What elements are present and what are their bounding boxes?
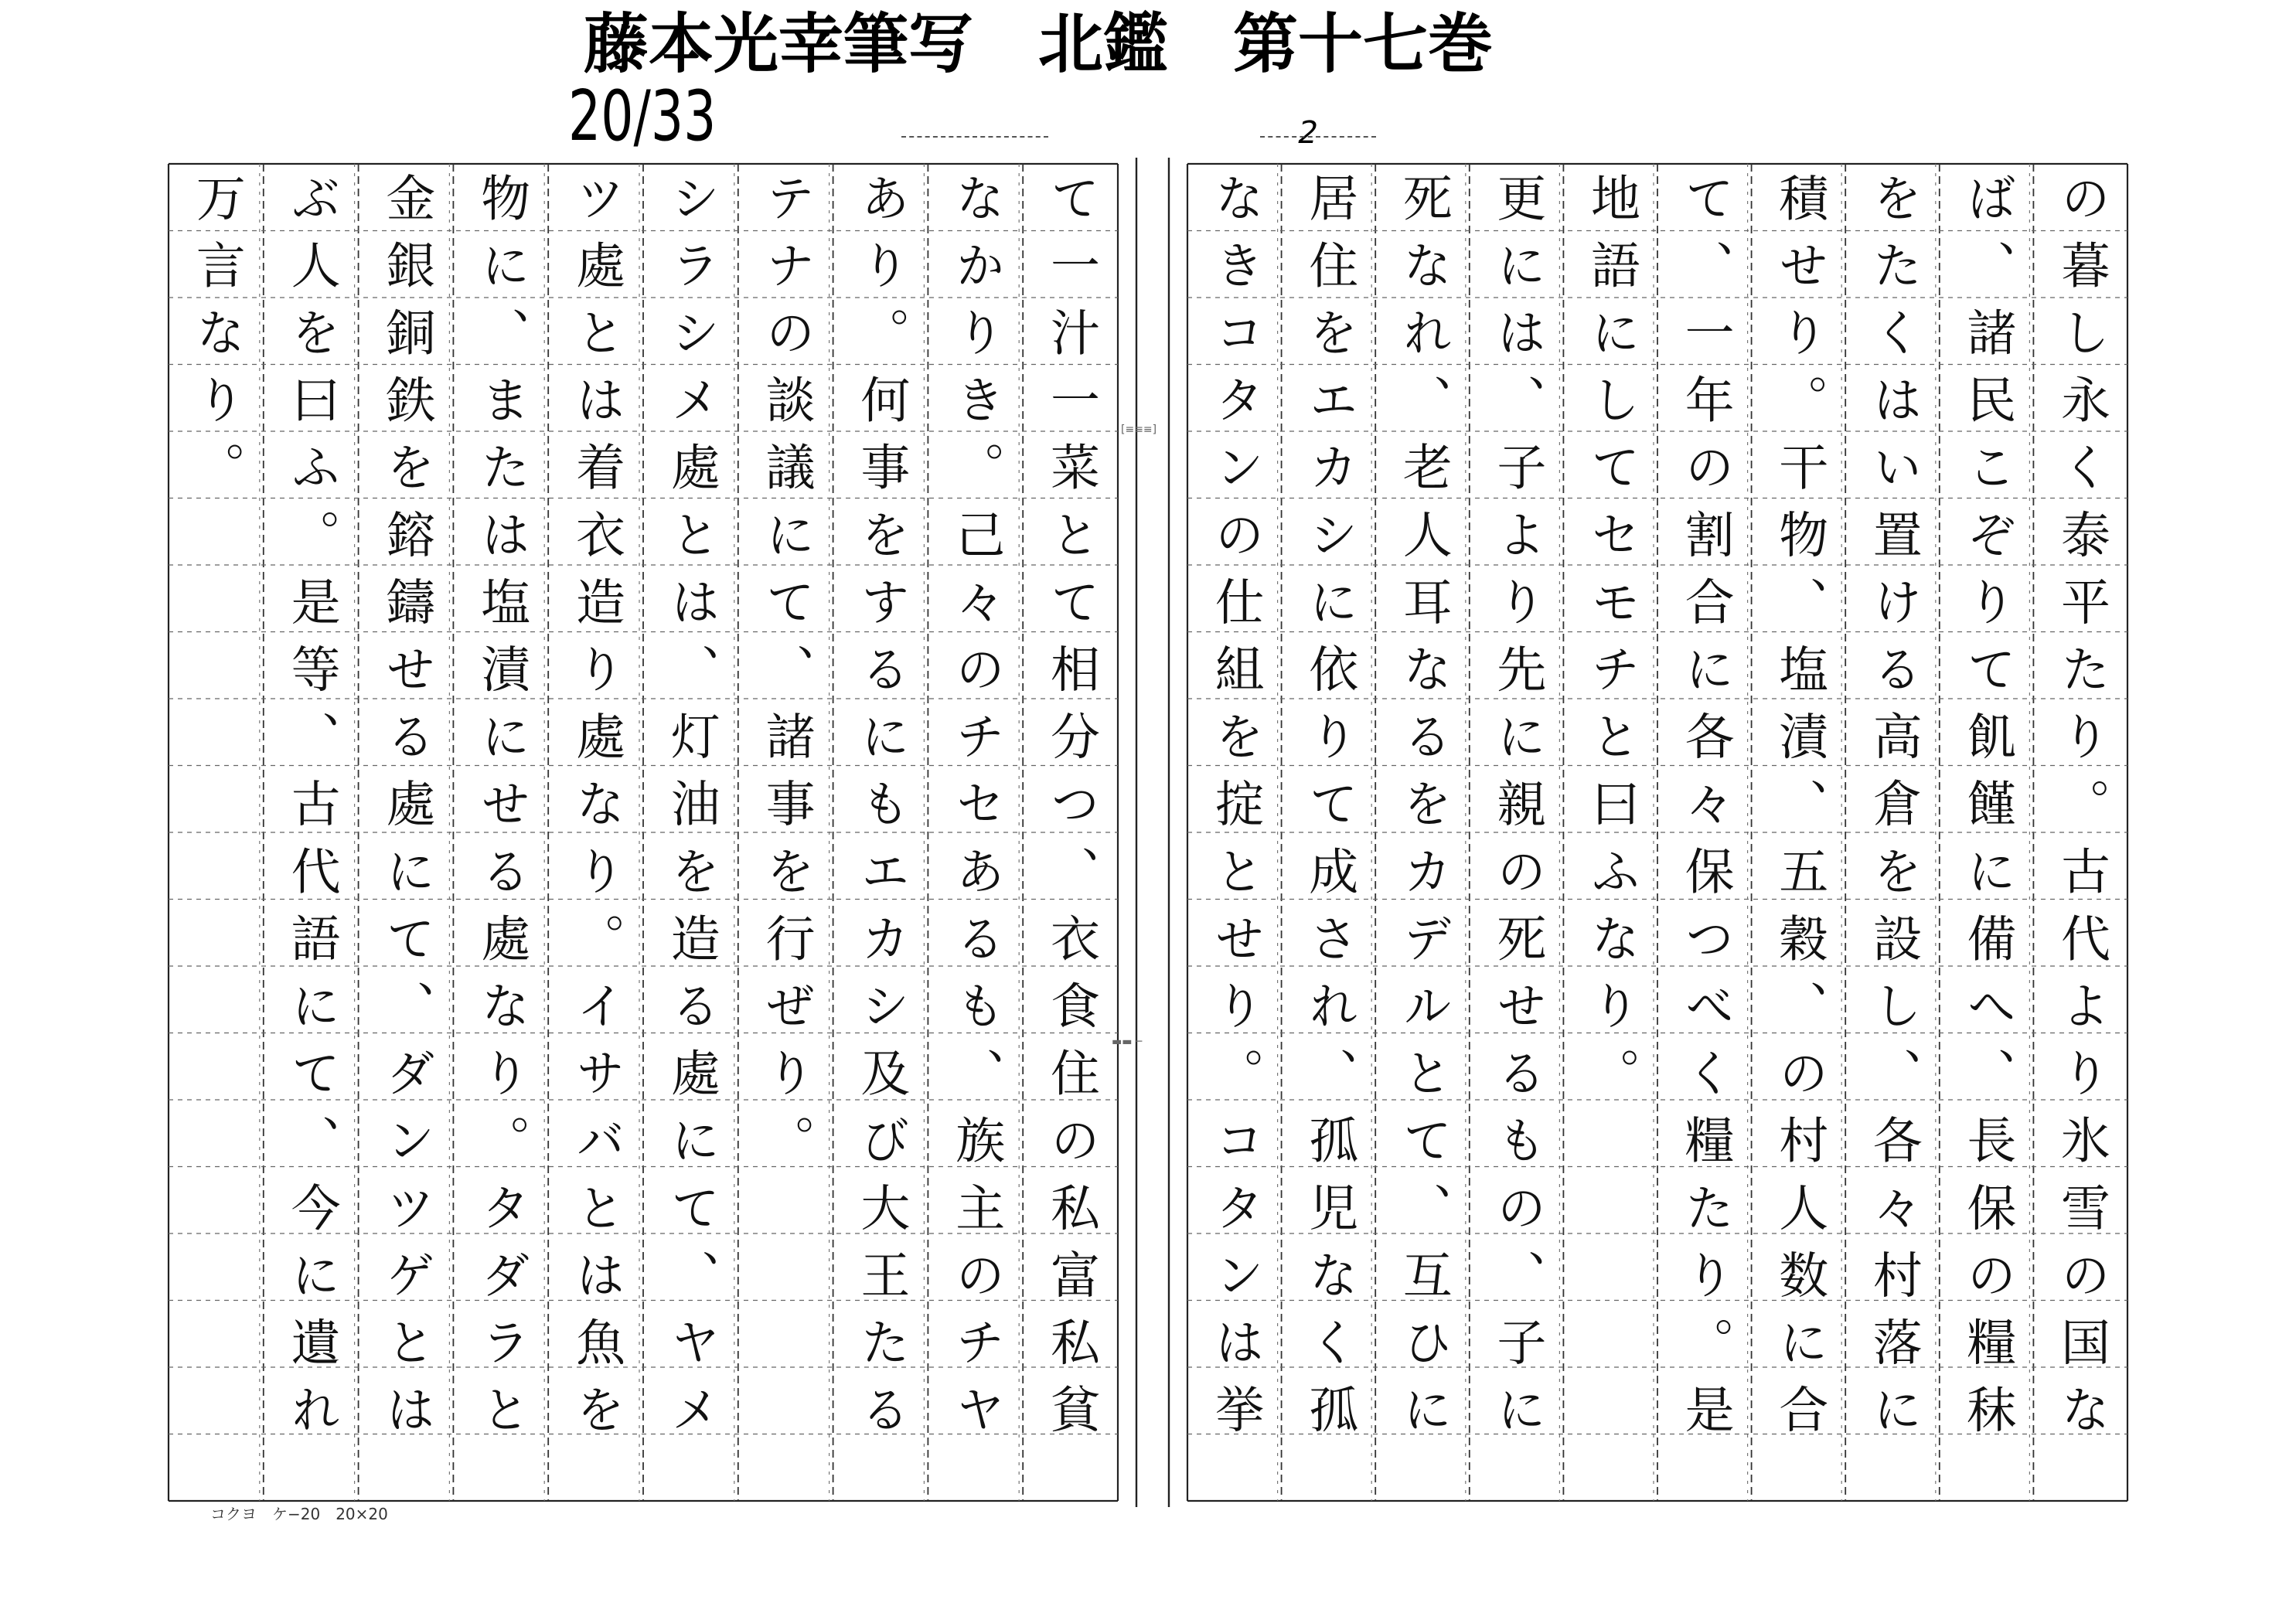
- manuscript-column: て、一年の割合に各々保つべく糧たり。是: [1676, 172, 1734, 1451]
- document-title: 藤本光幸筆写 北鑑 第十七巻: [584, 6, 1494, 82]
- manuscript-column: をたくはい置ける高倉を設し、各々村落に: [1864, 172, 1922, 1451]
- manuscript-column: 物に、または塩漬にせる處なり。タダラと: [472, 172, 530, 1451]
- manuscript-column: の暮し永く泰平たり。古代より氷雪の国な: [2052, 172, 2110, 1451]
- manuscript-column: 積せり。干物、塩漬、五穀、の村人数に合: [1770, 172, 1828, 1451]
- fold-mark: ▬▬ ─: [1112, 1036, 1143, 1048]
- manuscript-column: 更には、子より先に親の死せるもの、子に: [1488, 172, 1546, 1451]
- manuscript-column: ぶ人を曰ふ。是等、古代語にて、今に遺れ: [282, 172, 340, 1451]
- page-number: 20/33: [568, 76, 717, 157]
- manuscript-column: なかりき。己々のチセあるも、族主のチヤ: [947, 172, 1005, 1451]
- manuscript-column: あり。何事をするにもエカシ及び大王たる: [852, 172, 910, 1451]
- manuscript-column: 金銀銅鉄を鎔鑄せる處にて、ダンツゲとは: [377, 172, 435, 1451]
- sheet-number-mark: 2: [1294, 115, 1322, 151]
- manuscript-column: 死なれ、老人耳なるをカデルとて、互ひに: [1394, 172, 1452, 1451]
- manuscript-column: 地語にしてセモチと曰ふなり。: [1582, 172, 1640, 1115]
- fold-mark: [≡≡≡]: [1121, 424, 1157, 436]
- manuscript-column: ツ處とは着衣造り處なり。イサバとは魚を: [567, 172, 625, 1451]
- manuscript-column: テナの談議にて、諸事を行ぜり。: [757, 172, 815, 1182]
- manuscript-column: なきコタンの仕組を掟とせり。コタンは挙: [1206, 172, 1264, 1451]
- manuscript-column: 居住をエカシに依りて成され、孤児なく孤: [1300, 172, 1358, 1451]
- paper-label: コクヨ ケ−20 20×20: [210, 1505, 388, 1523]
- manuscript-column: 万言なり。: [187, 172, 245, 509]
- manuscript-column: て一汁一菜とて相分つ、衣食住の私富私貧: [1041, 172, 1099, 1451]
- manuscript-column: シラシメ處とは、灯油を造る處にて、ヤメ: [662, 172, 720, 1451]
- manuscript-column: ば、諸民こぞりて飢饉に備へ、長保の糧秣: [1958, 172, 2016, 1451]
